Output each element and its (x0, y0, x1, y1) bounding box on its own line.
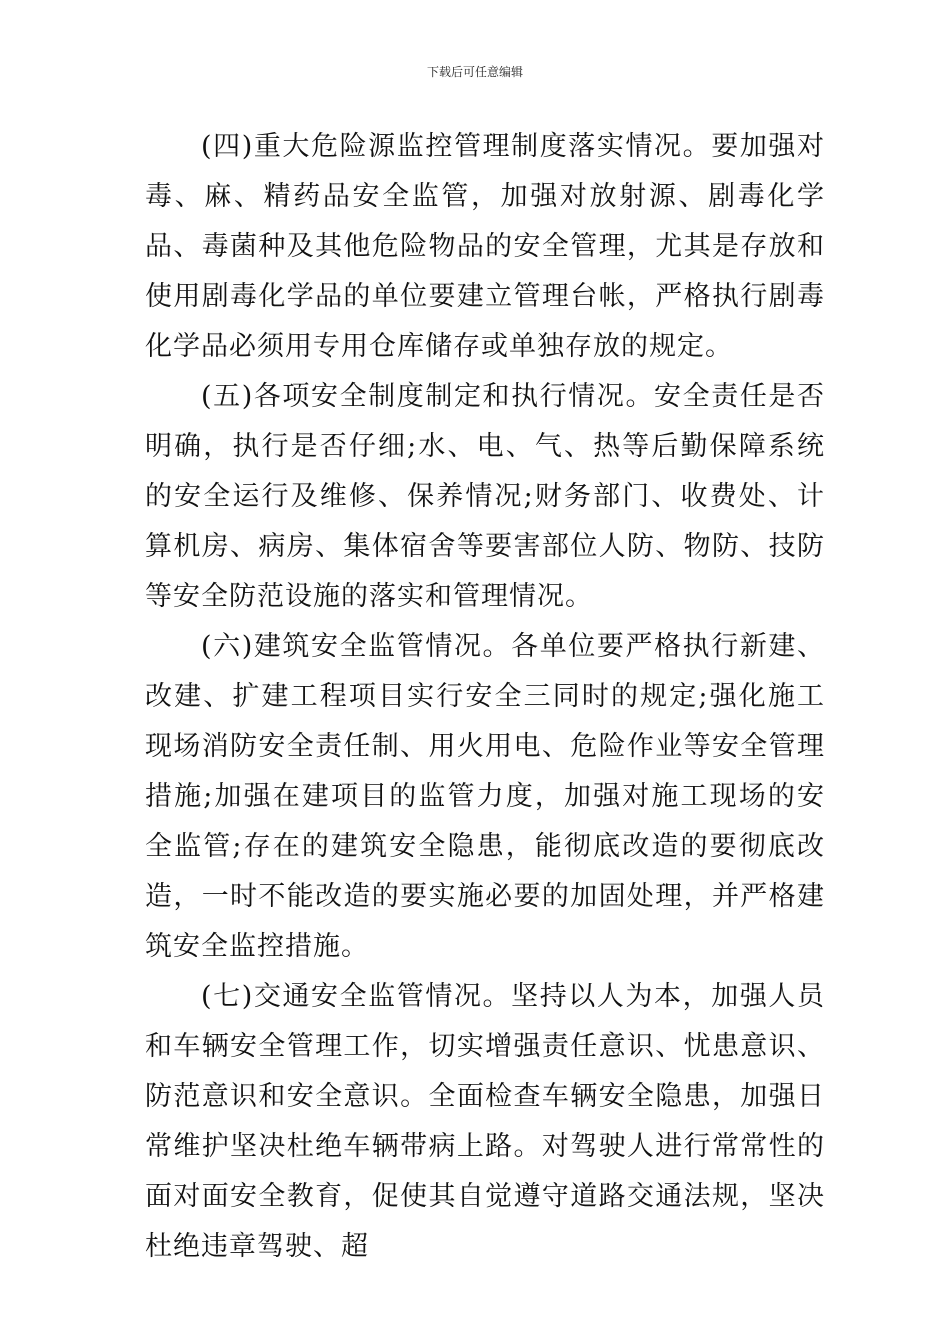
paragraph-section-5: (五)各项安全制度制定和执行情况。安全责任是否明确，执行是否仔细;水、电、气、热等后勤保障系统的安全运行及维修、保养情况;财务部门、收费处、计算机房、病房、集体宿舍等要害部位人防、物防、技防等安全防范设施的落实和管理情况。 (145, 381, 825, 612)
paragraph-section-6: (六)建筑安全监管情况。各单位要严格执行新建、改建、扩建工程项目实行安全三同时的规定;强化施工现场消防安全责任制、用火用电、危险作业等安全管理措施;加强在建项目的监管力度，加强对施工现场的安全监管;存在的建筑安全隐患，能彻底改造的要彻底改造，一时不能改造的要实施必要的加固处理，并严格建筑安全监控措施。 (145, 631, 825, 962)
paragraph-section-4: (四)重大危险源监控管理制度落实情况。要加强对毒、麻、精药品安全监管，加强对放射源、剧毒化学品、毒菌种及其他危险物品的安全管理，尤其是存放和使用剧毒化学品的单位要建立管理台帐，严格执行剧毒化学品必须用专用仓库储存或单独存放的规定。 (145, 131, 825, 362)
document-body (145, 122, 825, 1272)
paragraph-section-7: (七)交通安全监管情况。坚持以人为本，加强人员和车辆安全管理工作，切实增强责任意识、忧患意识、防范意识和安全意识。全面检查车辆安全隐患，加强日常维护坚决杜绝车辆带病上路。对驾驶人进行常常性的面对面安全教育，促使其自觉遵守道路交通法规，坚决杜绝违章驾驶、超 (145, 981, 825, 1262)
page-header-note: 下载后可任意编辑 (426, 65, 523, 79)
